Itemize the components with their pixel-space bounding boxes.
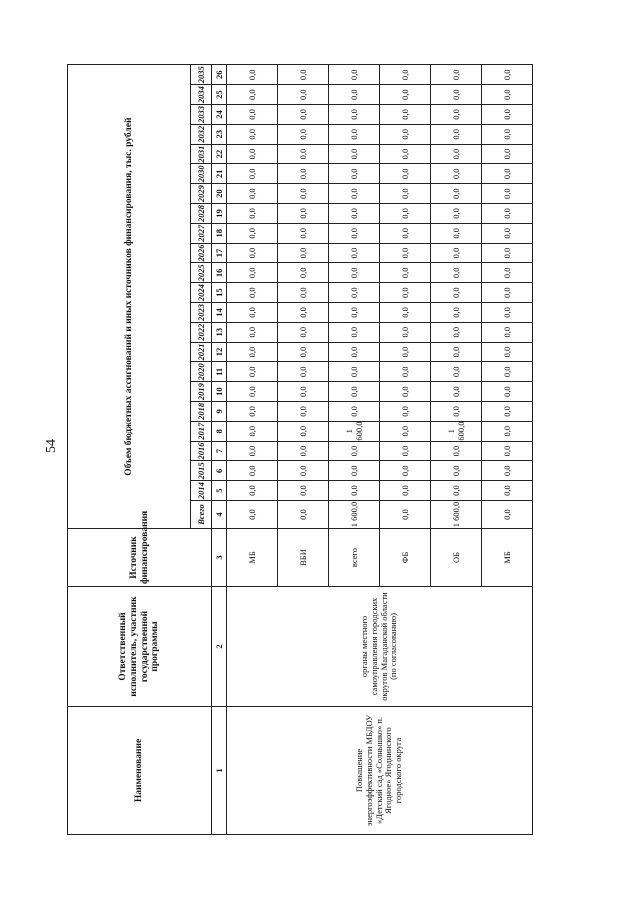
row-source: ОБ	[431, 529, 482, 587]
header-name: Наименование	[68, 707, 212, 835]
row-value: 0,0	[380, 144, 431, 164]
row-value: 0,0	[227, 382, 278, 402]
header-row	[68, 65, 191, 835]
row-value: 0,0	[227, 441, 278, 461]
row-value: 0,0	[431, 85, 482, 105]
row-value: 0,0	[482, 342, 533, 362]
header-year: 2019	[191, 382, 212, 402]
row-value: 0,0	[431, 441, 482, 461]
row-value: 0,0	[329, 85, 380, 105]
row-value: 0,0	[278, 65, 329, 85]
row-value: 0,0	[431, 144, 482, 164]
row-value: 0,0	[329, 184, 380, 204]
row-value: 0,0	[482, 124, 533, 144]
row-value: 0,0	[482, 204, 533, 224]
row-value: 0,0	[380, 402, 431, 422]
column-number: 15	[212, 283, 227, 303]
row-value: 1 600,0	[329, 501, 380, 529]
row-value: 0,0	[482, 501, 533, 529]
column-number: 6	[212, 461, 227, 481]
row-value: 0,0	[278, 124, 329, 144]
row-value: 0,0	[380, 164, 431, 184]
row-value: 0,0	[278, 85, 329, 105]
row-value: 0,0	[431, 362, 482, 382]
row-value: 0,0	[278, 303, 329, 323]
row-value: 0,0	[329, 402, 380, 422]
row-value: 0,0	[482, 144, 533, 164]
row-value: 0,0	[227, 461, 278, 481]
row-value: 0,0	[482, 421, 533, 441]
row-value: 0,0	[482, 105, 533, 125]
row-value: 0,0	[278, 382, 329, 402]
header-executor: Ответственный исполнитель, участник государственной программы	[68, 587, 212, 707]
row-value: 0,0	[431, 382, 482, 402]
row-value: 0,0	[278, 263, 329, 283]
row-value: 0,0	[431, 342, 482, 362]
header-year: 2029	[191, 184, 212, 204]
column-number: 5	[212, 481, 227, 501]
row-source: МБ	[482, 529, 533, 587]
row-value: 0,0	[278, 342, 329, 362]
row-value: 0,0	[482, 382, 533, 402]
row-value: 0,0	[431, 402, 482, 422]
column-number: 9	[212, 402, 227, 422]
row-value: 0,0	[482, 362, 533, 382]
row-value: 0,0	[329, 263, 380, 283]
row-value: 1 600,0	[431, 421, 482, 441]
row-source: всего	[329, 529, 380, 587]
row-value: 0,0	[227, 164, 278, 184]
column-number: 18	[212, 223, 227, 243]
row-source: МБ	[227, 529, 278, 587]
header-year: 2016	[191, 441, 212, 461]
column-number: 8	[212, 421, 227, 441]
row-value: 1 600,0	[431, 501, 482, 529]
row-value: 0,0	[380, 342, 431, 362]
row-value: 0,0	[227, 481, 278, 501]
row-value: 0,0	[380, 382, 431, 402]
column-number: 12	[212, 342, 227, 362]
column-number: 23	[212, 124, 227, 144]
row-value: 0,0	[227, 223, 278, 243]
row-value: 0,0	[329, 303, 380, 323]
header-source: Источник финансирования	[68, 529, 212, 587]
row-value: 0,0	[431, 105, 482, 125]
header-year: 2021	[191, 342, 212, 362]
header-year: 2020	[191, 362, 212, 382]
header-year: 2015	[191, 461, 212, 481]
row-value: 0,0	[329, 441, 380, 461]
row-value: 0,0	[227, 362, 278, 382]
row-value: 0,0	[329, 164, 380, 184]
row-value: 0,0	[278, 362, 329, 382]
row-value: 0,0	[380, 501, 431, 529]
column-number: 25	[212, 85, 227, 105]
row-value: 0,0	[227, 263, 278, 283]
row-value: 0,0	[431, 303, 482, 323]
row-value: 0,0	[482, 303, 533, 323]
header-year: 2033	[191, 105, 212, 125]
row-value: 0,0	[431, 124, 482, 144]
financing-table	[67, 64, 533, 835]
header-year: 2025	[191, 263, 212, 283]
row-value: 0,0	[278, 223, 329, 243]
row-value: 0,0	[380, 303, 431, 323]
row-value: 0,0	[431, 164, 482, 184]
header-year: 2028	[191, 204, 212, 224]
column-number: 24	[212, 105, 227, 125]
row-value: 0,0	[431, 461, 482, 481]
column-number: 21	[212, 164, 227, 184]
row-executor: органы местного самоуправления городских округов Магаданской области (по согласованию)	[227, 587, 533, 707]
row-value: 0,0	[380, 65, 431, 85]
row-value: 0,0	[227, 144, 278, 164]
row-value: 0,0	[380, 362, 431, 382]
row-value: 0,0	[278, 243, 329, 263]
row-value: 0,0	[431, 204, 482, 224]
column-number: 4	[212, 501, 227, 529]
row-value: 0,0	[278, 322, 329, 342]
row-value: 0,0	[329, 105, 380, 125]
row-value: 0,0	[227, 204, 278, 224]
row-value: 0,0	[431, 184, 482, 204]
row-value: 0,0	[278, 402, 329, 422]
row-value: 0,0	[380, 421, 431, 441]
row-value: 0,0	[431, 283, 482, 303]
row-value: 0,0	[278, 441, 329, 461]
header-year: 2035	[191, 65, 212, 85]
row-value: 0,0	[329, 204, 380, 224]
row-value: 0,0	[227, 421, 278, 441]
row-source: ФБ	[380, 529, 431, 587]
column-number: 19	[212, 204, 227, 224]
row-value: 0,0	[278, 421, 329, 441]
row-value: 0,0	[431, 223, 482, 243]
table-row	[227, 65, 278, 835]
column-number: 14	[212, 303, 227, 323]
column-number: 13	[212, 322, 227, 342]
column-number: 3	[212, 529, 227, 587]
row-value: 0,0	[482, 263, 533, 283]
row-value: 0,0	[227, 243, 278, 263]
header-total: Всего	[191, 501, 212, 529]
header-year: 2027	[191, 223, 212, 243]
row-value: 0,0	[380, 461, 431, 481]
row-value: 0,0	[380, 105, 431, 125]
header-year: 2024	[191, 283, 212, 303]
row-value: 0,0	[278, 184, 329, 204]
header-volume: Объем бюджетных ассигнований и иных источников финансирования, тыс. рублей	[68, 65, 191, 529]
page-number: 54	[44, 439, 59, 453]
header-year: 2031	[191, 144, 212, 164]
row-value: 0,0	[482, 461, 533, 481]
row-value: 0,0	[278, 204, 329, 224]
row-value: 0,0	[329, 144, 380, 164]
column-number: 22	[212, 144, 227, 164]
row-value: 0,0	[482, 65, 533, 85]
row-value: 0,0	[380, 223, 431, 243]
row-value: 0,0	[329, 362, 380, 382]
row-value: 0,0	[278, 164, 329, 184]
column-number: 16	[212, 263, 227, 283]
row-value: 0,0	[329, 283, 380, 303]
row-value: 0,0	[227, 402, 278, 422]
row-value: 0,0	[227, 184, 278, 204]
column-number: 2	[212, 587, 227, 707]
column-number: 7	[212, 441, 227, 461]
row-value: 0,0	[329, 342, 380, 362]
row-value: 0,0	[278, 461, 329, 481]
row-value: 0,0	[431, 481, 482, 501]
row-value: 0,0	[380, 322, 431, 342]
row-value: 0,0	[329, 124, 380, 144]
header-year: 2017	[191, 421, 212, 441]
header-year: 2022	[191, 322, 212, 342]
row-value: 0,0	[278, 105, 329, 125]
row-name: Повышение энергоэффективности МБДОУ «Детский сад «Солнышко» п. Ягодное» Ягоднинского городского округа	[227, 707, 533, 835]
row-value: 0,0	[482, 441, 533, 461]
header-year: 2030	[191, 164, 212, 184]
row-value: 0,0	[482, 243, 533, 263]
row-value: 0,0	[227, 283, 278, 303]
row-value: 0,0	[329, 481, 380, 501]
row-value: 0,0	[431, 322, 482, 342]
column-number: 11	[212, 362, 227, 382]
row-source: ВБИ	[278, 529, 329, 587]
header-year: 2032	[191, 124, 212, 144]
row-value: 0,0	[278, 283, 329, 303]
header-number-row	[212, 65, 227, 835]
row-value: 0,0	[482, 184, 533, 204]
row-value: 0,0	[329, 65, 380, 85]
row-value: 0,0	[329, 461, 380, 481]
row-value: 0,0	[278, 481, 329, 501]
row-value: 0,0	[380, 204, 431, 224]
row-value: 0,0	[329, 322, 380, 342]
column-number: 1	[212, 707, 227, 835]
row-value: 0,0	[380, 263, 431, 283]
row-value: 1 600,0	[329, 421, 380, 441]
row-value: 0,0	[227, 342, 278, 362]
header-year: 2014	[191, 481, 212, 501]
rotated-table-wrapper	[67, 65, 522, 835]
row-value: 0,0	[482, 164, 533, 184]
row-value: 0,0	[482, 283, 533, 303]
row-value: 0,0	[227, 322, 278, 342]
row-value: 0,0	[380, 243, 431, 263]
column-number: 26	[212, 65, 227, 85]
row-value: 0,0	[329, 382, 380, 402]
row-value: 0,0	[380, 124, 431, 144]
header-year: 2026	[191, 243, 212, 263]
row-value: 0,0	[278, 501, 329, 529]
row-value: 0,0	[227, 65, 278, 85]
row-value: 0,0	[482, 322, 533, 342]
row-value: 0,0	[380, 283, 431, 303]
column-number: 17	[212, 243, 227, 263]
row-value: 0,0	[482, 402, 533, 422]
column-number: 10	[212, 382, 227, 402]
row-value: 0,0	[227, 105, 278, 125]
row-value: 0,0	[278, 144, 329, 164]
row-value: 0,0	[431, 243, 482, 263]
row-value: 0,0	[431, 263, 482, 283]
row-value: 0,0	[380, 184, 431, 204]
row-value: 0,0	[431, 65, 482, 85]
row-value: 0,0	[227, 85, 278, 105]
row-value: 0,0	[329, 223, 380, 243]
row-value: 0,0	[380, 85, 431, 105]
row-value: 0,0	[380, 441, 431, 461]
row-value: 0,0	[227, 303, 278, 323]
header-year: 2034	[191, 85, 212, 105]
header-year: 2023	[191, 303, 212, 323]
row-value: 0,0	[227, 501, 278, 529]
row-value: 0,0	[380, 481, 431, 501]
row-value: 0,0	[329, 243, 380, 263]
row-value: 0,0	[482, 481, 533, 501]
column-number: 20	[212, 184, 227, 204]
row-value: 0,0	[227, 124, 278, 144]
row-value: 0,0	[482, 85, 533, 105]
row-value: 0,0	[482, 223, 533, 243]
header-year: 2018	[191, 402, 212, 422]
